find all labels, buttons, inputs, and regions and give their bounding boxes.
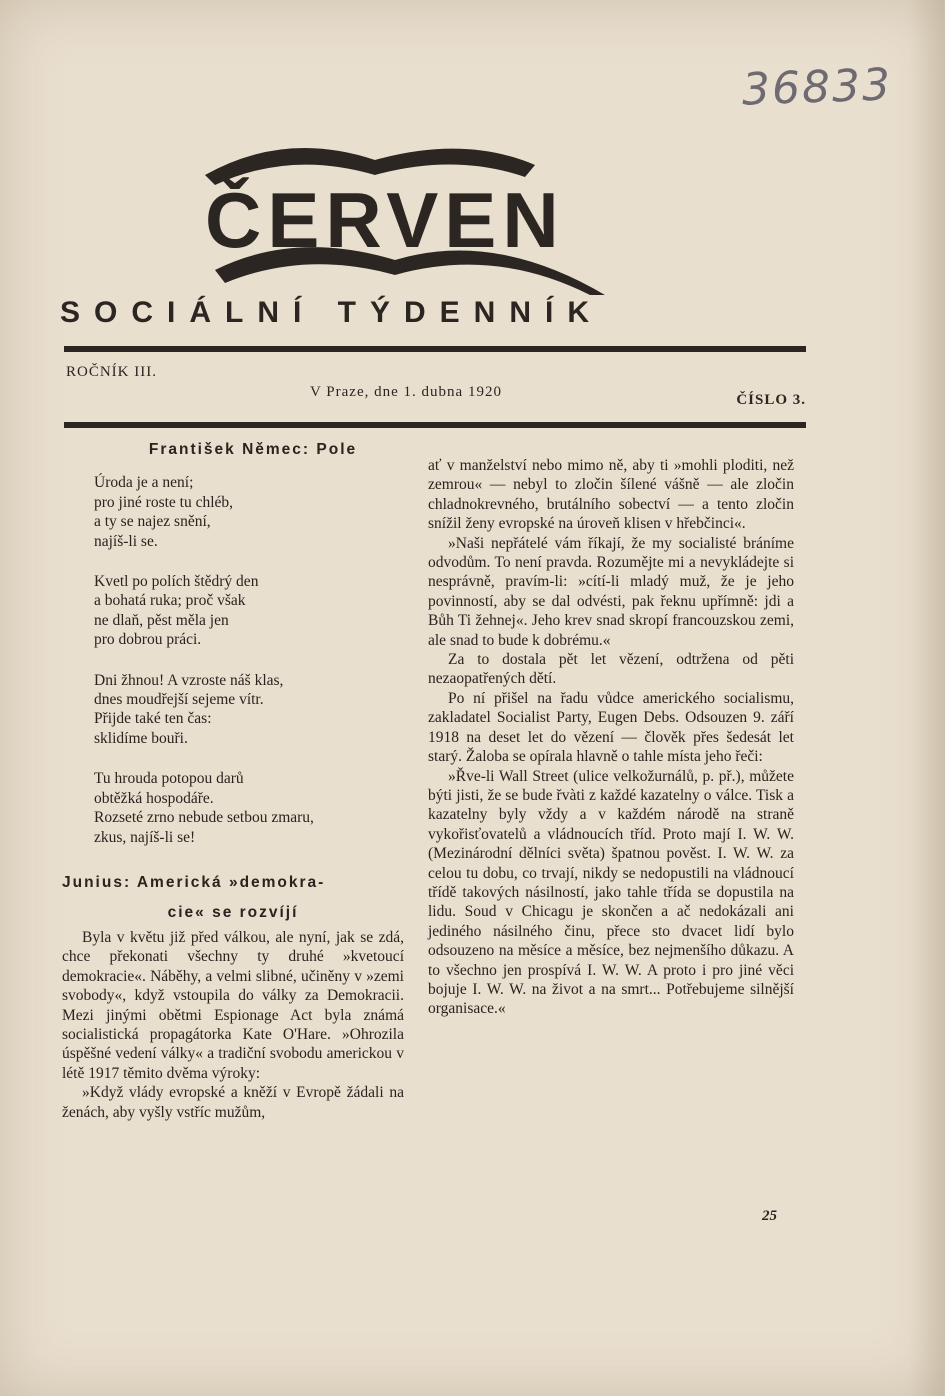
masthead-subtitle: SOCIÁLNÍ TÝDENNÍK — [60, 296, 604, 329]
masthead-title: ČERVEN — [205, 176, 565, 264]
poem-line: obtěžká hospodáře. — [94, 789, 214, 807]
article-paragraph: »Naši nepřátelé vám říkají, že my socialisté bráníme odvodům. To není pravda. Rozumějte mi a nevykládejte si nesprávně, pravím-li: »cítí-li mladý muž, že je jeho povinností, aby se dal odvésti, pak řeknu upřímně: jdi a Bůh Ti žehnej«. Jeho krev snad skropí francouzskou zemi, ale snad to bude k dobrému.« — [428, 534, 794, 649]
page-fold-shadow — [908, 0, 944, 1396]
bottom-rule — [64, 422, 806, 428]
poem-line: zkus, najíš-li se! — [94, 828, 196, 846]
article-heading-line2: cie« se rozvíjí — [167, 903, 299, 921]
poem-line: a bohatá ruka; proč však — [94, 592, 246, 610]
poem-stanza — [94, 473, 404, 551]
poem-heading: František Němec: Pole — [148, 441, 358, 458]
poem-line: dnes moudřejší sejeme vítr. — [94, 691, 264, 709]
handwritten-archive-number: 36833 — [741, 59, 893, 116]
article-heading-line1: Junius: Americká »demokra- — [62, 873, 326, 891]
article-paragraph: ať v manželství nebo mimo ně, aby ti »mohli ploditi, než zemrou« — nebyl to zločin šílené vášně — ale zločin chladnokrevného, brutálního sobectví — a tento zločin snížil ženy evropské na úroveň klisen v hřebčinci«. — [428, 457, 794, 533]
volume-label: ROČNÍK III. — [66, 364, 157, 380]
page-number: 25 — [762, 1208, 777, 1224]
poem-line: ne dlaň, pěst měla jen — [94, 611, 229, 629]
poem-line: a ty se najez snění, — [94, 513, 211, 531]
article-paragraph: »Řve-li Wall Street (ulice velkožurnálů, p. př.), můžete býti jisti, že se bude řvàti z každé kazatelny o válce. Tisk a kazatelny byly vždy a v každém národě na straně vykořisťovatelů a vládnoucích tříd. Proto mají I. W. W. (Mezinárodní dělníci světa) špatnou pověst. I. W. W. za celou tu dobu, co trvají, nikdy se nedopustili na vládnoucí třídě takových násilností, jako tahle třída se dopustila na lidu. Soud v Chicagu je skončen a ač nedokázali ani jediného násilného činu, přece sto dvacet lidí bylo odsouzeno na měsíce a měsíce, bez nejmenšího důkazu. A to všechno jen prospívá I. W. W. A proto i pro jiné věci bojuje I. W. W. na život a na smrt... Potřebujeme silnější organisace.« — [428, 767, 794, 1018]
issue-info — [64, 364, 806, 408]
poem-line: najíš-li se. — [94, 532, 158, 550]
article-paragraph: Po ní přišel na řadu vůdce amerického socialismu, zakladatel Socialist Party, Eugen Debs. Odsouzen 9. září 1918 na deset let do vězení — člověk přes šedesát let starý. Žaloba se opírala hlavně o tahle místa jeho řeči: — [428, 689, 794, 766]
article-heading — [62, 868, 404, 928]
poem-line: Kvetl po polích štědrý den — [94, 573, 259, 591]
article-paragraph: Byla v květu již před válkou, ale nyní, jak se zdá, chce překonati všechny ty druhé »kvetoucí demokracie«. Náběhy, a velmi slibné, učiněny v »zemi svobody«, když vstoupila do války za Demokracii. Mezi jinými obětmi Espionage Act byla známá socialistická propagátorka Kate O'Hare. »Ohrozila úspěšné vedení války« a tradiční svobodu americkou v létě 1917 těmito dvěma výroky: — [62, 928, 404, 1082]
poem-line: Dni žhnou! A vzroste náš klas, — [94, 671, 284, 689]
poem-line: pro dobrou práci. — [94, 631, 202, 649]
poem-line: Tu hrouda potopou darů — [94, 770, 244, 788]
poem-line: sklidíme bouři. — [94, 729, 188, 747]
poem-stanza — [94, 671, 404, 749]
poem-line: pro jiné roste tu chléb, — [94, 493, 234, 511]
article-paragraph: Za to dostala pět let vězení, odtržena od pěti nezaopatřených dětí. — [428, 651, 794, 688]
poem-line: Přijde také ten čas: — [94, 710, 212, 728]
article-paragraph: »Když vlády evropské a kněží v Evropě žádali na ženách, aby vyšly vstříc mužům, — [62, 1084, 404, 1121]
poem-line: Úroda je a není; — [94, 474, 194, 492]
poem-stanza — [94, 572, 404, 650]
issue-date: V Praze, dne 1. dubna 1920 — [310, 384, 502, 400]
left-column — [62, 440, 404, 1122]
poem-stanza — [94, 769, 404, 847]
issue-number: ČÍSLO 3. — [736, 392, 806, 408]
poem-line: Rozseté zrno nebude setbou zmaru, — [94, 809, 314, 827]
masthead-logo — [195, 135, 615, 295]
right-column — [428, 456, 794, 1019]
top-rule — [64, 346, 806, 352]
